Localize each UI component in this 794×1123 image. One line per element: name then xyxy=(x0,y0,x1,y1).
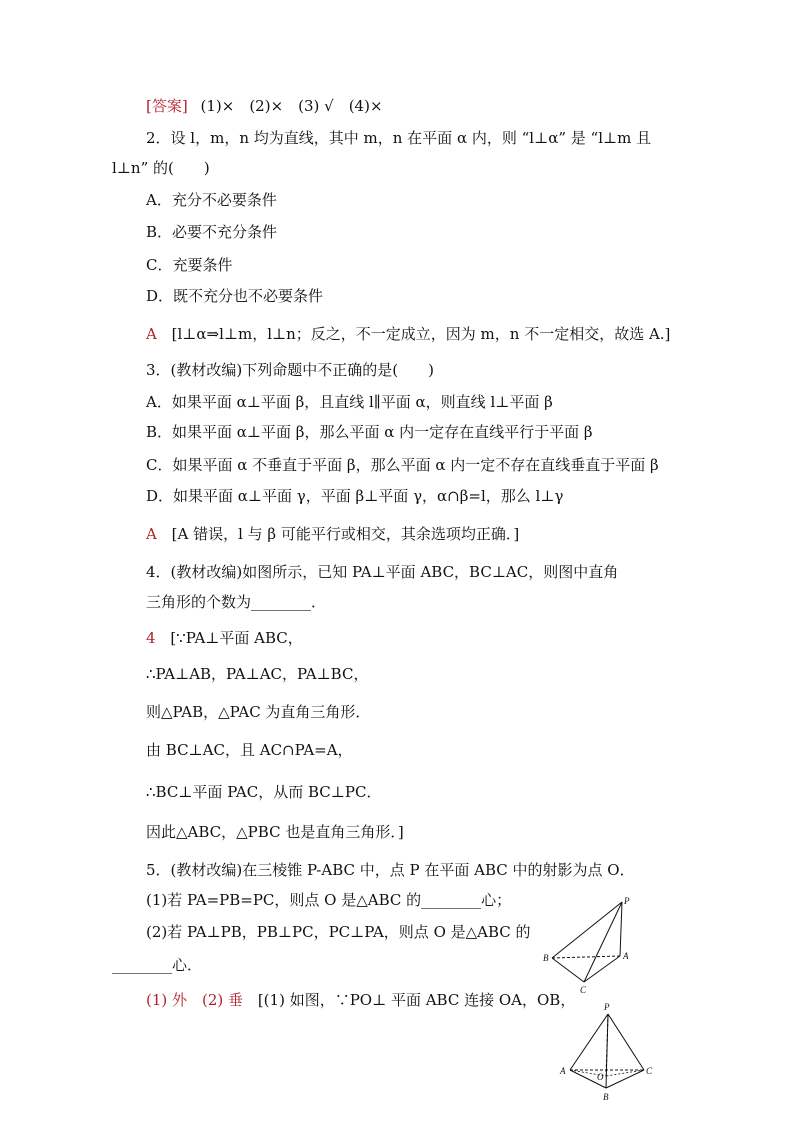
label-c: C xyxy=(580,985,587,995)
q4-answer-letter: 4 xyxy=(146,629,156,647)
q2-explanation: [l⊥α⇒l⊥m，l⊥n；反之，不一定成立，因为 m，n 不一定相交，故选 A.] xyxy=(171,325,671,343)
q4-solution-line3: 则△PAB，△PAC 为直角三角形． xyxy=(146,703,371,721)
q4-solution-line4: 由 BC⊥AC，且 AC∩PA=A， xyxy=(146,741,353,759)
q3-option-b: B．如果平面 α⊥平面 β，那么平面 α 内一定存在直线平行于平面 β xyxy=(146,423,593,441)
edge-ac xyxy=(584,956,620,982)
q2-answer-letter: A xyxy=(146,325,157,343)
q4-solution-line5: ∴BC⊥平面 PAC，从而 BC⊥PC． xyxy=(146,783,382,801)
q3-option-c: C．如果平面 α 不垂直于平面 β，那么平面 α 内一定不存在直线垂直于平面 β xyxy=(146,456,659,474)
q5-answer-line xyxy=(146,990,575,1010)
q4-solution-line1 xyxy=(146,628,303,648)
q3-option-d: D．如果平面 α⊥平面 γ，平面 β⊥平面 γ，α∩β=l，那么 l⊥γ xyxy=(146,487,564,505)
edge-pa xyxy=(620,902,622,956)
edge-pc xyxy=(608,1014,644,1070)
q5-part1: (1)若 PA=PB=PC，则点 O 是△ABC 的________心； xyxy=(146,891,512,909)
label-b: B xyxy=(543,953,549,963)
label-b: B xyxy=(603,1092,609,1102)
q5-part2-line2: ________心． xyxy=(112,956,203,974)
q4-stem-line2: 三角形的个数为________． xyxy=(146,593,327,611)
q2-stem-line1: 2．设 l，m，n 均为直线，其中 m，n 在平面 α 内，则 “l⊥α” 是 “l⊥m 且 xyxy=(146,129,652,147)
label-a: A xyxy=(560,1066,566,1076)
q4-solution-line6: 因此△ABC，△PBC 也是直角三角形．] xyxy=(146,823,404,841)
answer-tag: [答案] xyxy=(146,97,188,115)
q4-solution-text1: [∵PA⊥平面 ABC， xyxy=(170,629,303,647)
q3-answer-letter: A xyxy=(146,525,157,543)
q2-stem-line2: l⊥n” 的( ) xyxy=(112,159,210,177)
q3-answer-line xyxy=(146,524,519,544)
label-o: O xyxy=(597,1072,604,1082)
edge-pb xyxy=(552,902,622,958)
q2-answer-line xyxy=(146,324,670,344)
q3-explanation: [A 错误，l 与 β 可能平行或相交，其余选项均正确．] xyxy=(171,525,520,543)
prev-answer-line xyxy=(146,96,383,116)
edge-pc xyxy=(584,902,622,982)
edge-cb xyxy=(606,1070,644,1088)
q2-option-a: A．充分不必要条件 xyxy=(146,191,277,209)
label-c: C xyxy=(646,1066,653,1076)
q2-option-c: C．充要条件 xyxy=(146,256,233,274)
edge-bc xyxy=(552,958,584,982)
q5-part2-line1: (2)若 PA⊥PB，PB⊥PC，PC⊥PA，则点 O 是△ABC 的 xyxy=(146,923,531,941)
label-a: A xyxy=(623,951,629,961)
q3-option-a: A．如果平面 α⊥平面 β，且直线 l∥平面 α，则直线 l⊥平面 β xyxy=(146,393,553,411)
q5-answer-red: (1) 外 (2) 垂 xyxy=(146,991,244,1009)
label-p: P xyxy=(624,896,630,906)
answer-text: (1)× (2)× (3) √ (4)× xyxy=(200,97,383,115)
q2-option-d: D．既不充分也不必要条件 xyxy=(146,287,324,305)
edge-ba-dashed xyxy=(552,956,620,958)
q4-stem-line1: 4．(教材改编)如图所示，已知 PA⊥平面 ABC，BC⊥AC，则图中直角 xyxy=(146,563,619,581)
q4-solution-line2: ∴PA⊥AB，PA⊥AC，PA⊥BC， xyxy=(146,665,369,683)
q5-stem: 5．(教材改编)在三棱锥 P-ABC 中，点 P 在平面 ABC 中的射影为点 O． xyxy=(146,861,635,879)
tetrahedron-figure-2 xyxy=(556,1000,662,1110)
q2-option-b: B．必要不充分条件 xyxy=(146,223,278,241)
edge-pa xyxy=(570,1014,608,1070)
q5-explanation: [(1) 如图，∵PO⊥ 平面 ABC 连接 OA，OB， xyxy=(257,991,576,1009)
q3-stem: 3．(教材改编)下列命题中不正确的是( ) xyxy=(146,361,434,379)
tetrahedron-figure-1 xyxy=(540,892,640,996)
label-p: P xyxy=(604,1002,610,1012)
